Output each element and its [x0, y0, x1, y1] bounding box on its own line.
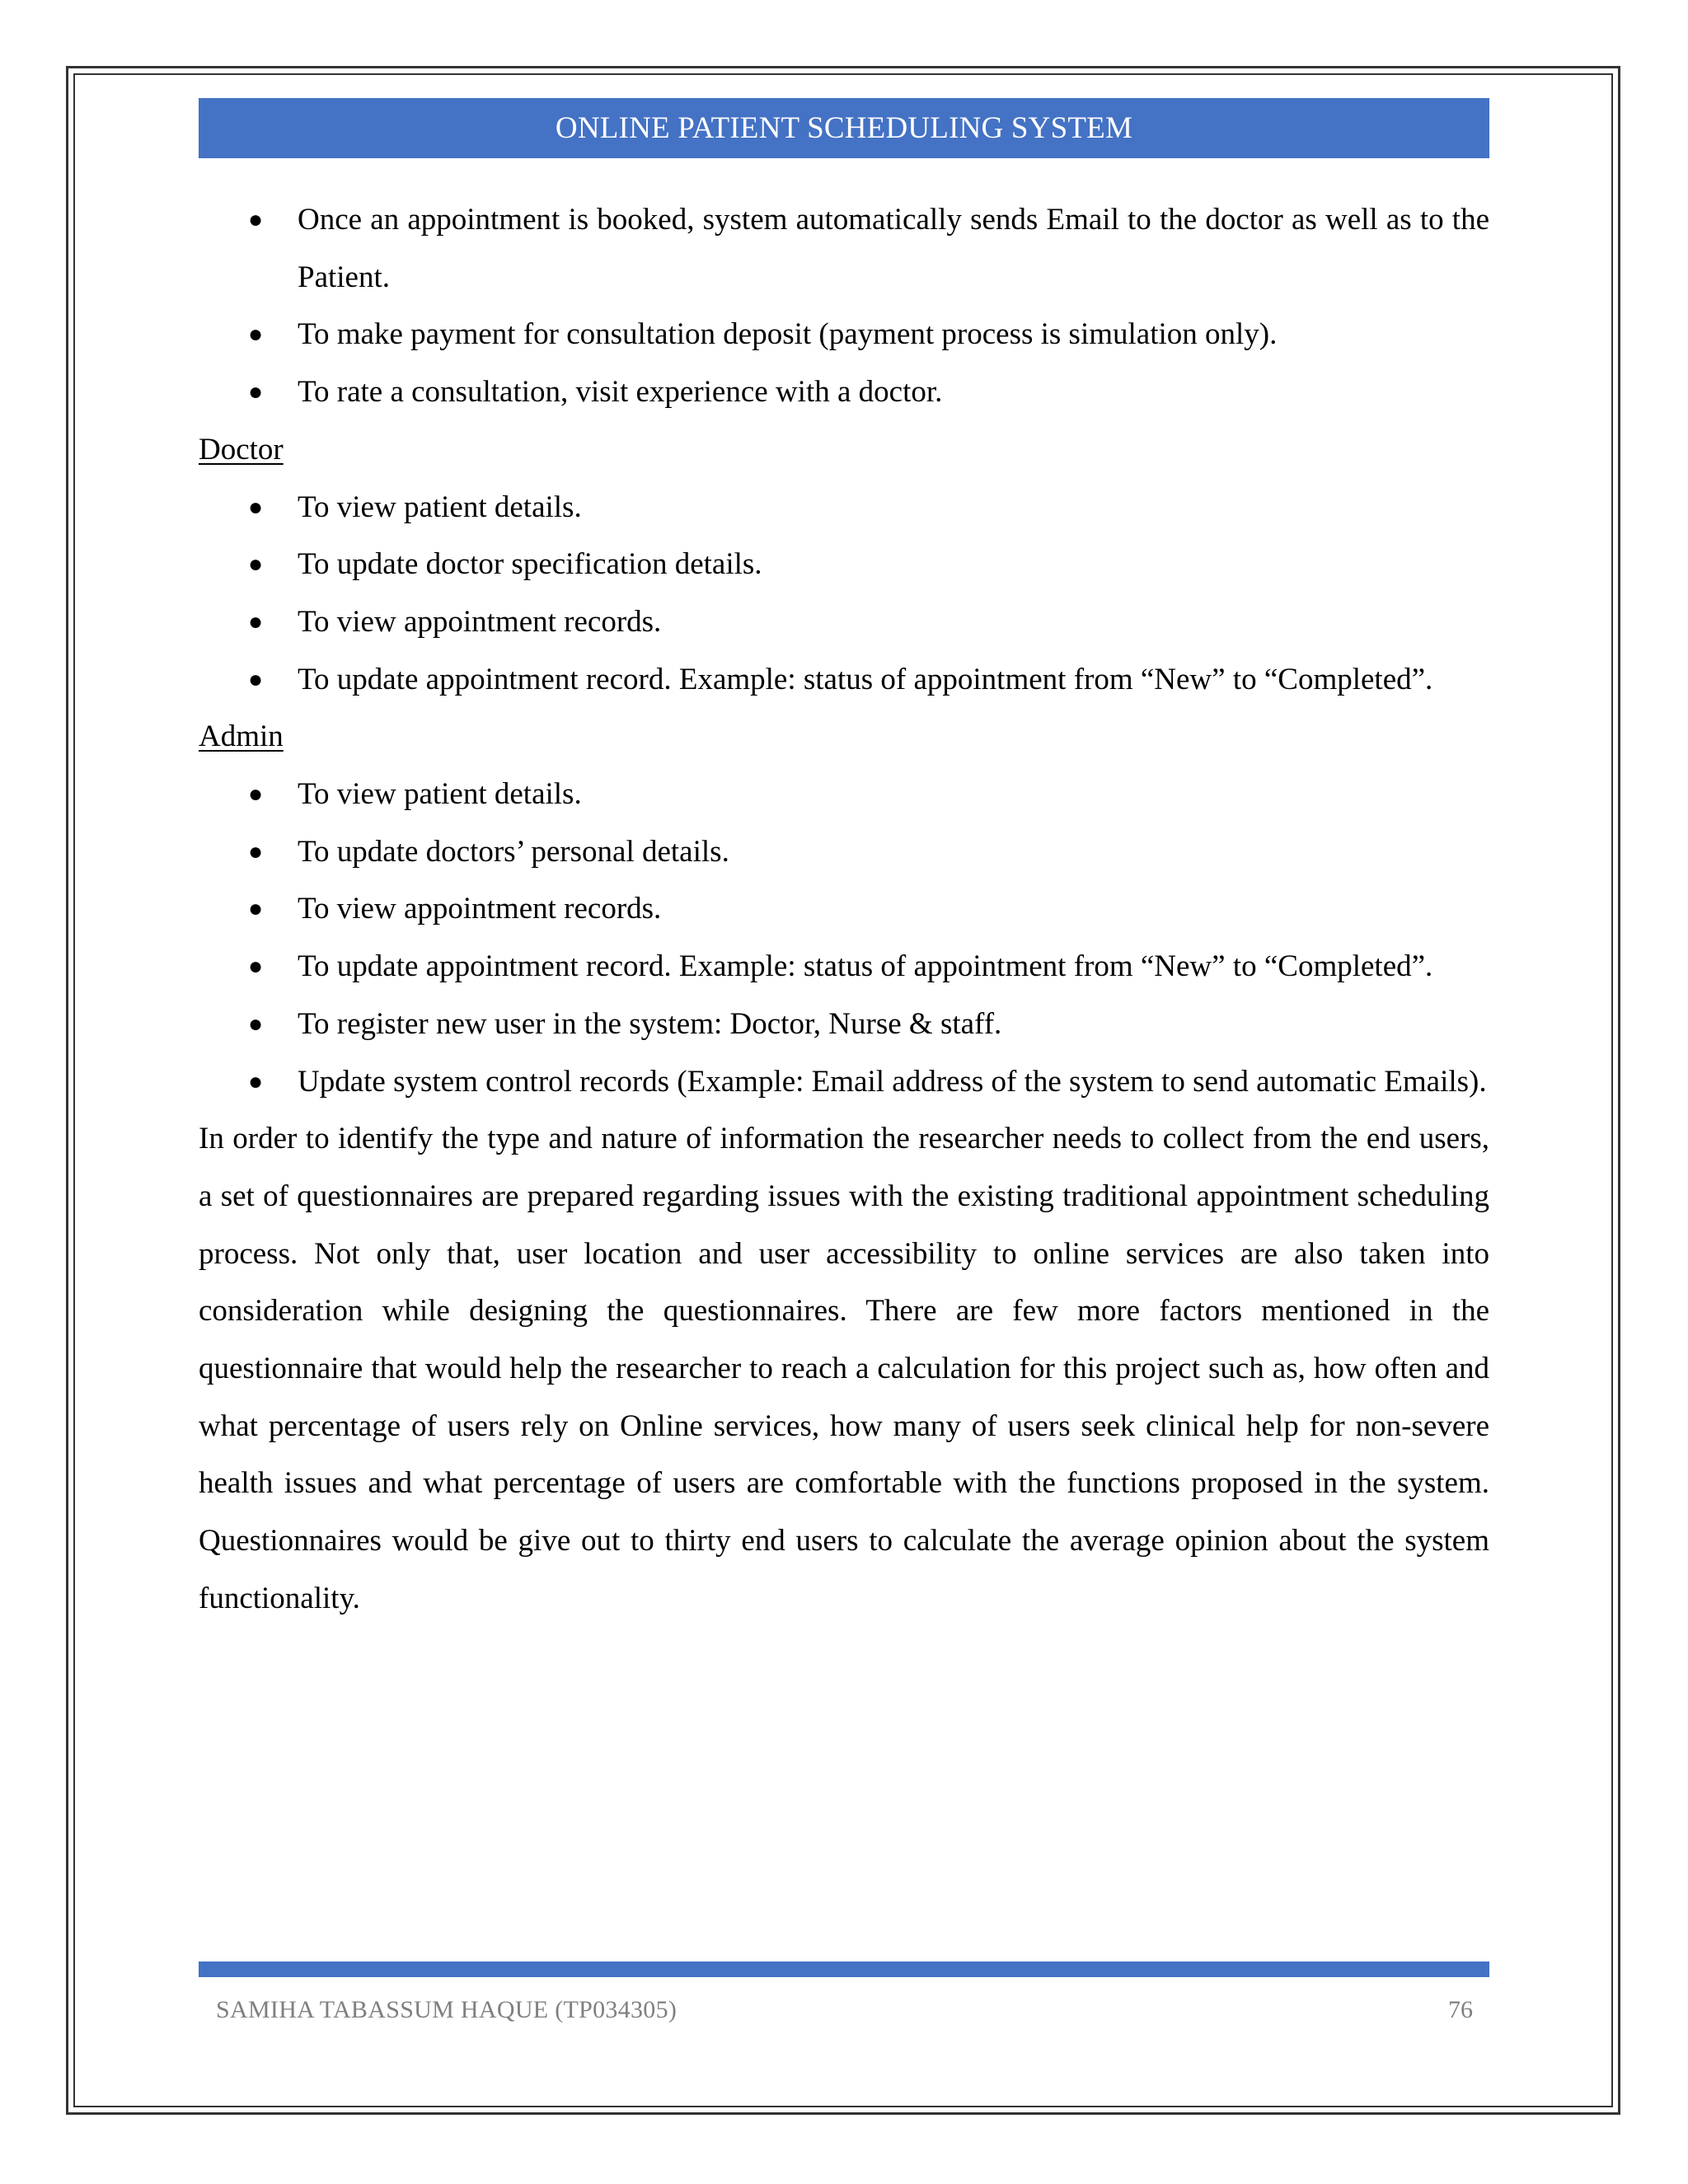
- page-body: [199, 191, 1489, 1628]
- bullet-dot-icon: ●: [248, 837, 264, 865]
- admin-section-heading: Admin: [199, 719, 284, 754]
- list-item: ● To view patient details.: [199, 479, 1489, 537]
- list-item: ● To register new user in the system: Doctor, Nurse & staff.: [199, 996, 1489, 1053]
- document-header: ONLINE PATIENT SCHEDULING SYSTEM: [199, 98, 1489, 158]
- bullet-dot-icon: ●: [248, 665, 264, 693]
- list-item: ● To view appointment records.: [199, 593, 1489, 651]
- footer-author: SAMIHA TABASSUM HAQUE (TP034305): [216, 1996, 678, 2023]
- footer-rule: [199, 1961, 1489, 1977]
- list-item: ● To update appointment record. Example: status of appointment from “New” to “Completed”.: [199, 651, 1489, 709]
- bullet-dot-icon: ●: [248, 780, 264, 808]
- doctor-section-heading: Doctor: [199, 432, 284, 466]
- page-number: 76: [1448, 1996, 1473, 2023]
- list-item: ● Once an appointment is booked, system automatically sends Email to the doctor as well as to the Patient.: [199, 191, 1489, 306]
- list-item: ● To update doctor specification details.: [199, 536, 1489, 593]
- list-item: ● To rate a consultation, visit experience with a doctor.: [199, 363, 1489, 421]
- bullet-dot-icon: ●: [248, 551, 264, 579]
- body-paragraph: In order to identify the type and nature of information the researcher needs to collect from the end users, a set of questionnaires are prepared regarding issues with the existing traditional appointment scheduling process. Not only that, user location and user accessibility to online services are also taken into consideration while designing the questionnaires. There are few more factors mentioned in the questionnaire that would help the researcher to reach a calculation for this project such as, how often and what percentage of users rely on Online services, how many of users seek clinical help for non-severe health issues and what percentage of users are comfortable with the functions proposed in the system. Questionnaires would be give out to thirty end users to calculate the average opinion about the system functionality.: [199, 1122, 1489, 1615]
- bullet-dot-icon: ●: [248, 206, 264, 233]
- bullet-dot-icon: ●: [248, 378, 264, 406]
- list-item: ● Update system control records (Example: Email address of the system to send automatic Emails).: [199, 1053, 1489, 1111]
- list-item: ● To update doctors’ personal details.: [199, 823, 1489, 881]
- list-item: ● To make payment for consultation deposit (payment process is simulation only).: [199, 306, 1489, 363]
- patient-functions-list: [199, 191, 1489, 421]
- admin-functions-list: [199, 766, 1489, 1110]
- list-item: ● To view patient details.: [199, 766, 1489, 823]
- bullet-dot-icon: ●: [248, 895, 264, 923]
- list-item: ● To view appointment records.: [199, 880, 1489, 938]
- bullet-dot-icon: ●: [248, 1010, 264, 1038]
- bullet-dot-icon: ●: [248, 953, 264, 981]
- list-item: ● To update appointment record. Example: status of appointment from “New” to “Completed”.: [199, 938, 1489, 996]
- bullet-dot-icon: ●: [248, 321, 264, 349]
- bullet-dot-icon: ●: [248, 1067, 264, 1095]
- bullet-dot-icon: ●: [248, 607, 264, 635]
- bullet-dot-icon: ●: [248, 493, 264, 521]
- doctor-functions-list: [199, 479, 1489, 709]
